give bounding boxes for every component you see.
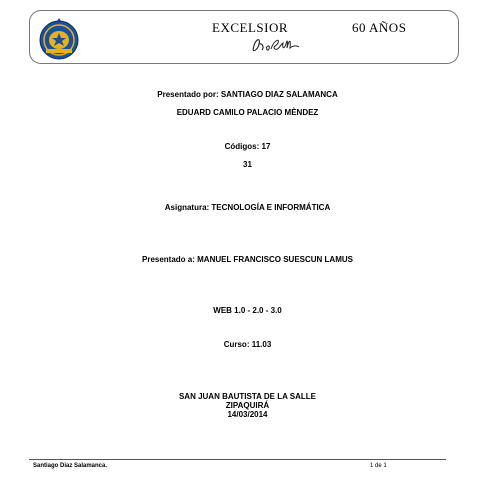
codes-line: Códigos: 17: [224, 142, 271, 151]
header-title: EXCELSIOR: [212, 20, 288, 35]
presented-to-line: Presentado a: MANUEL FRANCISCO SUESCUN LAMUS: [142, 255, 353, 264]
school-name: SAN JUAN BAUTISTA DE LA SALLE: [178, 392, 317, 401]
second-code: 31: [243, 160, 252, 169]
footer-author: Santiago Diaz Salamanca.: [33, 463, 108, 469]
school-crest-icon: [38, 18, 80, 60]
la-salle-signature-icon: [250, 34, 302, 56]
header-years: 60 AÑOS: [352, 20, 407, 35]
subject-line: Asignatura: TECNOLOGÍA E INFORMÁTICA: [164, 203, 331, 212]
course-line: Curso: 11.03: [223, 340, 272, 349]
page-number: 1 de 1: [370, 463, 387, 469]
city-name: ZIPAQUIRÁ: [225, 401, 270, 410]
date: 14/03/2014: [227, 410, 268, 419]
header-frame: [29, 10, 459, 64]
second-author: EDUARD CAMILO PALACIO MÈNDEZ: [176, 108, 319, 117]
footer-divider: [29, 459, 446, 460]
topic-title: WEB 1.0 - 2.0 - 3.0: [213, 306, 282, 315]
presented-by-line: Presentado por: SANTIAGO DIAZ SALAMANCA: [157, 90, 338, 99]
